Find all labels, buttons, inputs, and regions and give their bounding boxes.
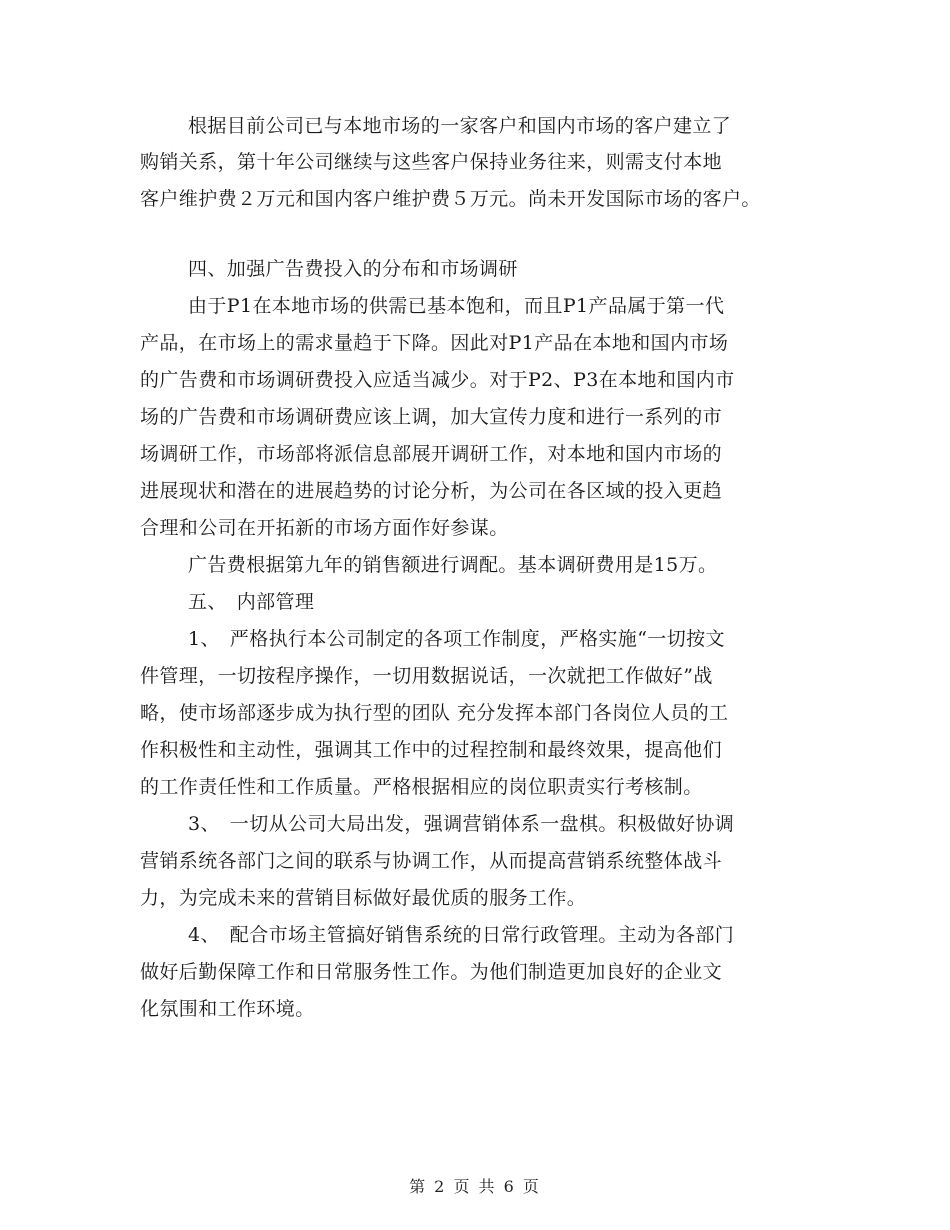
paragraph-line: 略，使市场部逐步成为执行型的团队 充分发挥本部门各岗位人员的工 bbox=[140, 702, 729, 724]
paragraph-line: 客户维护费２万元和国内客户维护费５万元。尚未开发国际市场的客户。 bbox=[140, 188, 761, 210]
paragraph-line: 件管理，一切按程序操作，一切用数据说话，一次就把工作做好”战 bbox=[140, 665, 713, 687]
paragraph-line: 购销关系，第十年公司继续与这些客户保持业务往来，则需支付本地 bbox=[140, 151, 723, 173]
paragraph-line: 化氛围和工作环境。 bbox=[140, 998, 315, 1020]
paragraph-line: 产品，在市场上的需求量趋于下降。因此对P1产品在本地和国内市场 bbox=[140, 332, 729, 354]
paragraph-line: 力，为完成未来的营销目标做好最优质的服务工作。 bbox=[140, 887, 587, 909]
paragraph-line: 的工作责任性和工作质量。严格根据相应的岗位职责实行考核制。 bbox=[140, 776, 703, 798]
paragraph-line: 根据目前公司已与本地市场的一家客户和国内市场的客户建立了 bbox=[188, 115, 732, 137]
section-heading: 四、加强广告费投入的分布和市场调研 bbox=[188, 258, 518, 280]
paragraph-line: 做好后勤保障工作和日常服务性工作。为他们制造更加良好的企业文 bbox=[140, 961, 723, 983]
list-item-line: 1、 严格执行本公司制定的各项工作制度，严格实施“一切按文 bbox=[188, 628, 725, 650]
paragraph-line: 场调研工作，市场部将派信息部展开调研工作，对本地和国内市场的 bbox=[140, 443, 723, 465]
paragraph-line: 广告费根据第九年的销售额进行调配。基本调研费用是15万。 bbox=[188, 554, 718, 576]
list-item-line: 3、 一切从公司大局出发，强调营销体系一盘棋。积极做好协调 bbox=[188, 813, 735, 835]
paragraph-line: 营销系统各部门之间的联系与协调工作，从而提高营销系统整体战斗 bbox=[140, 850, 723, 872]
paragraph-line: 作积极性和主动性，强调其工作中的过程控制和最终效果，提高他们 bbox=[140, 739, 723, 761]
list-item-line: 4、 配合市场主管搞好销售系统的日常行政管理。主动为各部门 bbox=[188, 924, 735, 946]
paragraph-line: 合理和公司在开拓新的市场方面作好参谋。 bbox=[140, 517, 509, 539]
section-heading: 五、 内部管理 bbox=[188, 591, 315, 613]
paragraph-line: 进展现状和潜在的进展趋势的讨论分析，为公司在各区域的投入更趋 bbox=[140, 480, 723, 502]
paragraph-line: 由于P1在本地市场的供需已基本饱和，而且P1产品属于第一代 bbox=[188, 295, 725, 317]
page-number-footer: 第 2 页 共 6 页 bbox=[409, 1177, 541, 1196]
paragraph-line: 场的广告费和市场调研费应该上调，加大宣传力度和进行一系列的市 bbox=[140, 406, 723, 428]
paragraph-line: 的广告费和市场调研费投入应适当减少。对于P2、P3在本地和国内市 bbox=[140, 369, 735, 391]
